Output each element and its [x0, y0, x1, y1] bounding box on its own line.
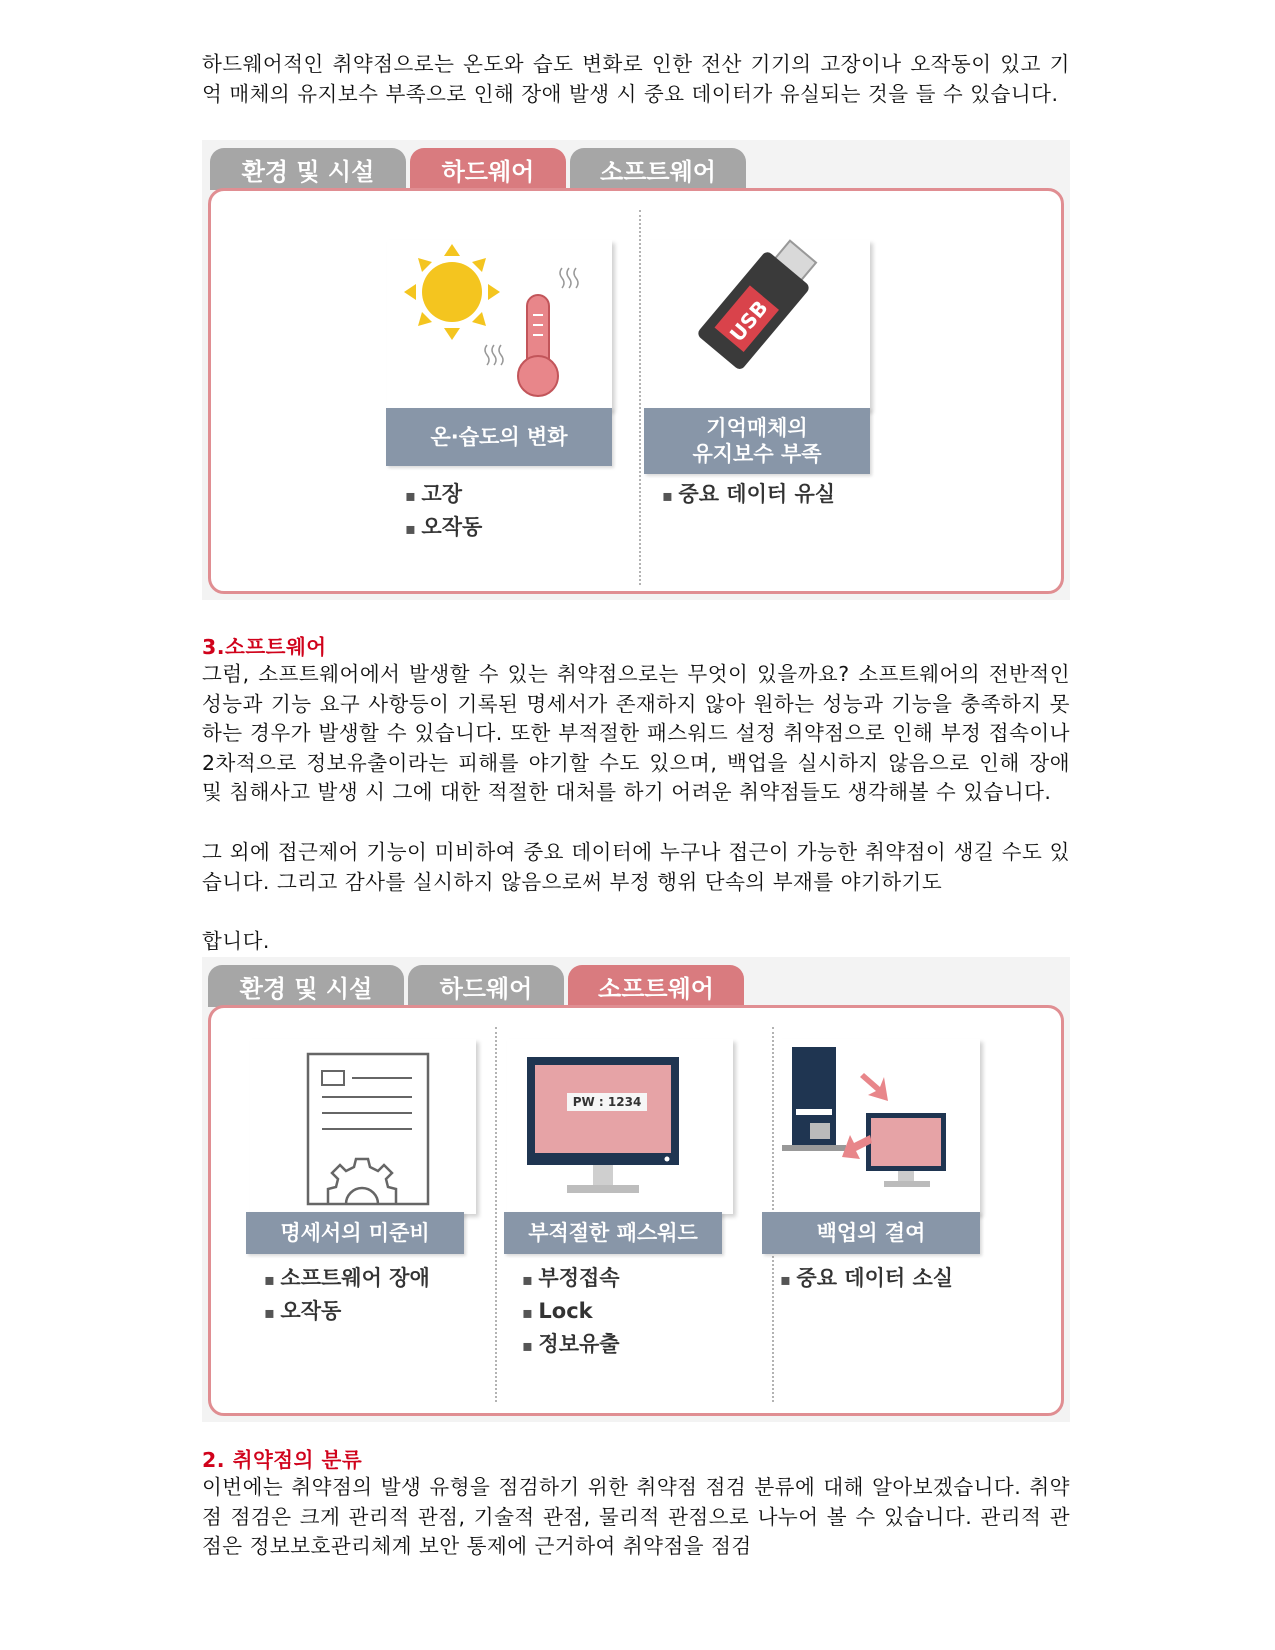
card-password [507, 1039, 733, 1214]
software-paragraph-3: 합니다. [202, 929, 270, 953]
bullets-storage [662, 478, 835, 511]
label-password: 부적절한 패스워드 [504, 1212, 722, 1254]
bullet-item: ▪ 중요 데이터 소실 [780, 1262, 953, 1295]
bullet-item: ▪ 정보유출 [522, 1328, 620, 1361]
section-heading-software: 3.소프트웨어 [202, 635, 327, 659]
usb-label: USB [724, 295, 773, 347]
tab-hardware: 하드웨어 [408, 965, 564, 1007]
bullets-specification [264, 1262, 430, 1328]
card-specification [250, 1039, 476, 1214]
label-specification: 명세서의 미준비 [246, 1212, 464, 1254]
bullets-temperature [405, 478, 482, 544]
software-paragraph-2: 그 외에 접근제어 기능이 미비하여 중요 데이터에 누구나 접근이 가능한 취약점이 생길 수도 있습니다. 그리고 감사를 실시하지 않음으로써 부정 행위 단속의 부재를 야기하기도 [202, 840, 1070, 894]
sun-thermometer-icon [387, 240, 612, 410]
bullet-item: ▪ 중요 데이터 유실 [662, 478, 835, 511]
figure-panel [208, 188, 1064, 594]
password-screen-text: PW : 1234 [567, 1093, 647, 1111]
bullet-item: ▪ 고장 [405, 478, 482, 511]
section-heading-classification: 2. 취약점의 분류 [202, 1448, 363, 1472]
tab-hardware: 하드웨어 [410, 148, 566, 190]
label-backup: 백업의 결여 [762, 1212, 980, 1254]
bullet-item: ▪ 소프트웨어 장애 [264, 1262, 430, 1295]
monitor-icon [507, 1039, 733, 1214]
hardware-figure [202, 140, 1070, 600]
bullet-item: ▪ Lock [522, 1295, 620, 1328]
panel-divider [495, 1027, 497, 1402]
usb-icon [645, 240, 870, 410]
tab-environment: 환경 및 시설 [208, 965, 404, 1007]
document-gear-icon [250, 1039, 476, 1214]
bullet-item: ▪ 오작동 [264, 1295, 430, 1328]
intro-paragraph: 하드웨어적인 취약점으로는 온도와 습도 변화로 인한 전산 기기의 고장이나 오작동이 있고 기억 매체의 유지보수 부족으로 인해 장애 발생 시 중요 데이터가 유실되는 것을 들 수 있습니다. [202, 52, 1070, 106]
bullets-backup [780, 1262, 953, 1295]
software-paragraph-1: 그럼, 소프트웨어에서 발생할 수 있는 취약점으로는 무엇이 있을까요? 소프트웨어의 전반적인 성능과 기능 요구 사항등이 기록된 명세서가 존재하지 않아 원하는 성능과 기능을 충족하지 못하는 경우가 발생할 수 있습니다. 또한 부적절한 패스워드 설정 취약점으로 인해 부정 접속이나 2차적으로 정보유출이라는 피해를 야기할 수도 있으며, 백업을 실시하지 않음으로 인해 장애 및 침해사고 발생 시 그에 대한 적절한 대처를 하기 어려운 취약점들도 생각해볼 수 있습니다. [202, 662, 1070, 804]
server-backup-icon [780, 1039, 980, 1214]
tab-environment: 환경 및 시설 [210, 148, 406, 190]
card-backup [780, 1039, 980, 1214]
bullets-password [522, 1262, 620, 1361]
classification-paragraph: 이번에는 취약점의 발생 유형을 점검하기 위한 취약점 점검 분류에 대해 알아보겠습니다. 취약점 점검은 크게 관리적 관점, 기술적 관점, 물리적 관점으로 나누어 볼 수 있습니다. 관리적 관점은 정보보호관리체계 보안 통제에 근거하여 취약점을 점검 [202, 1475, 1070, 1558]
bullet-item: ▪ 부정접속 [522, 1262, 620, 1295]
card-temperature [387, 240, 612, 410]
label-storage-maintenance: 기억매체의 유지보수 부족 [644, 408, 870, 474]
label-temperature-humidity: 온·습도의 변화 [386, 408, 612, 466]
card-storage-media [645, 240, 870, 410]
tab-software: 소프트웨어 [570, 148, 746, 190]
bullet-item: ▪ 오작동 [405, 511, 482, 544]
panel-divider [639, 210, 641, 585]
software-figure [202, 957, 1070, 1422]
tab-software: 소프트웨어 [568, 965, 744, 1007]
